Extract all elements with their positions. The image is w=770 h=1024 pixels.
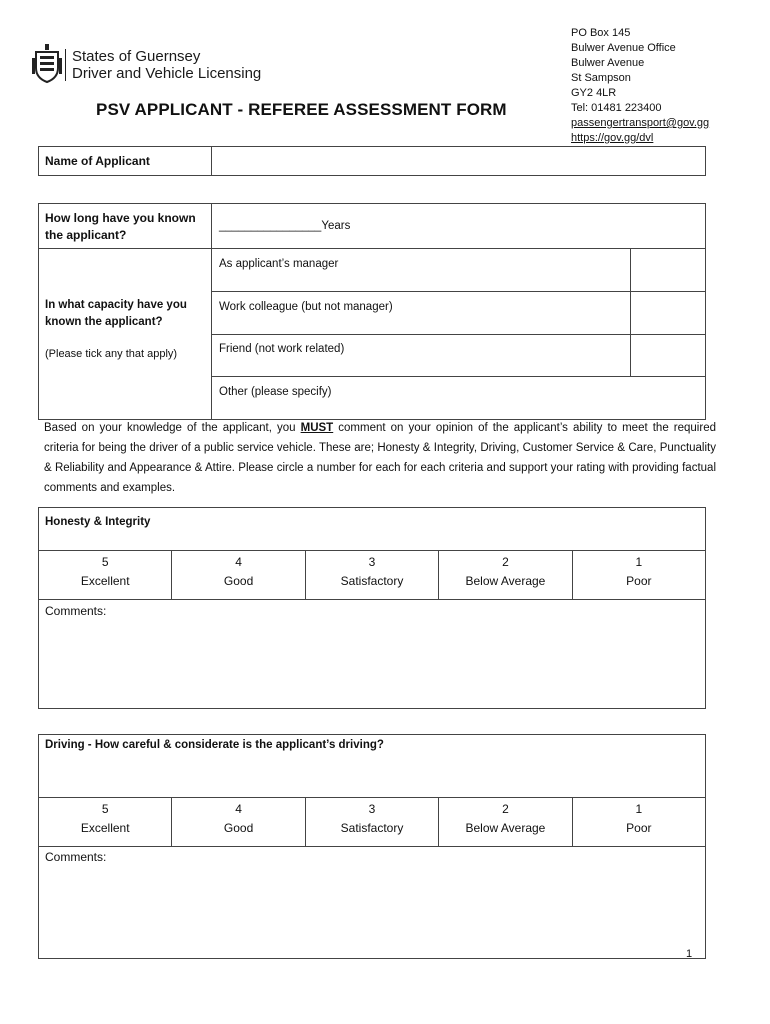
tick-box-manager[interactable] — [631, 249, 705, 291]
rating-option-3[interactable]: 3 Satisfactory — [306, 798, 439, 846]
website-link[interactable]: https://gov.gg/dvl — [571, 132, 654, 144]
contact-address — [571, 26, 709, 146]
applicant-name-row — [38, 146, 706, 176]
known-duration-label: How long have you known the applicant? — [45, 211, 196, 242]
org-name: States of Guernsey — [72, 48, 201, 65]
rating-option-2[interactable]: 2 Below Average — [439, 551, 572, 599]
org-logo — [32, 44, 272, 86]
guernsey-crest-icon — [32, 44, 62, 84]
section-title: Driving - How careful & considerate is the applicant’s driving? — [45, 739, 384, 751]
section-title: Honesty & Integrity — [45, 516, 151, 528]
address-line: PO Box 145 — [571, 27, 631, 39]
rating-scale — [39, 798, 705, 846]
instructions-paragraph: Based on your knowledge of the applicant, you MUST comment on your opinion of the applicant’s ability to meet the required criteria for being the driver of a public service vehicle. These are; Honesty & Integrity, Driving, Customer Service & Care, Punctuality & Reliability and Appearance & Attire. Please circle a number for each for each criteria and support your rating with providing factual comments and examples. — [44, 422, 716, 494]
rating-option-1[interactable]: 1 Poor — [626, 802, 652, 835]
page-number: 1 — [686, 948, 693, 960]
known-duration-field[interactable] — [219, 219, 350, 234]
email-link[interactable]: passengertransport@gov.gg — [571, 117, 710, 129]
applicant-name-field[interactable] — [212, 147, 705, 175]
capacity-option-other: Other (please specify) — [219, 386, 332, 398]
address-line: Bulwer Avenue Office — [571, 42, 676, 54]
rating-scale — [39, 551, 705, 599]
comments-field[interactable] — [39, 847, 705, 958]
referee-relationship-table — [38, 203, 706, 420]
rating-option-4[interactable]: 4 Good — [172, 551, 305, 599]
tick-box-friend[interactable] — [631, 335, 705, 376]
rating-option-2[interactable]: 2 Below Average — [439, 798, 572, 846]
comments-label: Comments: — [45, 604, 107, 618]
tick-box-colleague[interactable] — [631, 292, 705, 334]
address-line: Bulwer Avenue — [571, 57, 645, 69]
address-line: GY2 4LR — [571, 87, 617, 99]
address-line: St Sampson — [571, 72, 631, 84]
form-title: PSV APPLICANT - REFEREE ASSESSMENT FORM — [96, 100, 507, 119]
rating-option-3[interactable]: 3 Satisfactory — [306, 551, 439, 599]
logo-divider — [65, 49, 66, 81]
must-emphasis: MUST — [300, 422, 334, 434]
org-department: Driver and Vehicle Licensing — [72, 65, 262, 82]
capacity-hint: (Please tick any that apply) — [45, 348, 178, 360]
capacity-option-friend: Friend (not work related) — [219, 343, 345, 355]
known-duration-blank: ________________ — [219, 220, 322, 232]
rating-option-1[interactable]: 1 Poor — [626, 555, 652, 588]
capacity-label: In what capacity have you known the applicant? — [45, 299, 187, 328]
rating-option-4[interactable]: 4 Good — [172, 798, 305, 846]
comments-label: Comments: — [45, 850, 107, 864]
capacity-option-colleague: Work colleague (but not manager) — [219, 301, 393, 313]
phone-number: Tel: 01481 223400 — [571, 102, 662, 114]
driving-section — [38, 734, 706, 959]
capacity-option-manager: As applicant’s manager — [219, 258, 339, 270]
comments-field[interactable] — [39, 600, 705, 708]
rating-option-5[interactable]: 5 Excellent — [39, 798, 172, 846]
applicant-name-label: Name of Applicant — [45, 154, 150, 168]
honesty-integrity-section — [38, 507, 706, 709]
rating-option-5[interactable]: 5 Excellent — [39, 551, 172, 599]
known-duration-unit: Years — [321, 220, 351, 232]
